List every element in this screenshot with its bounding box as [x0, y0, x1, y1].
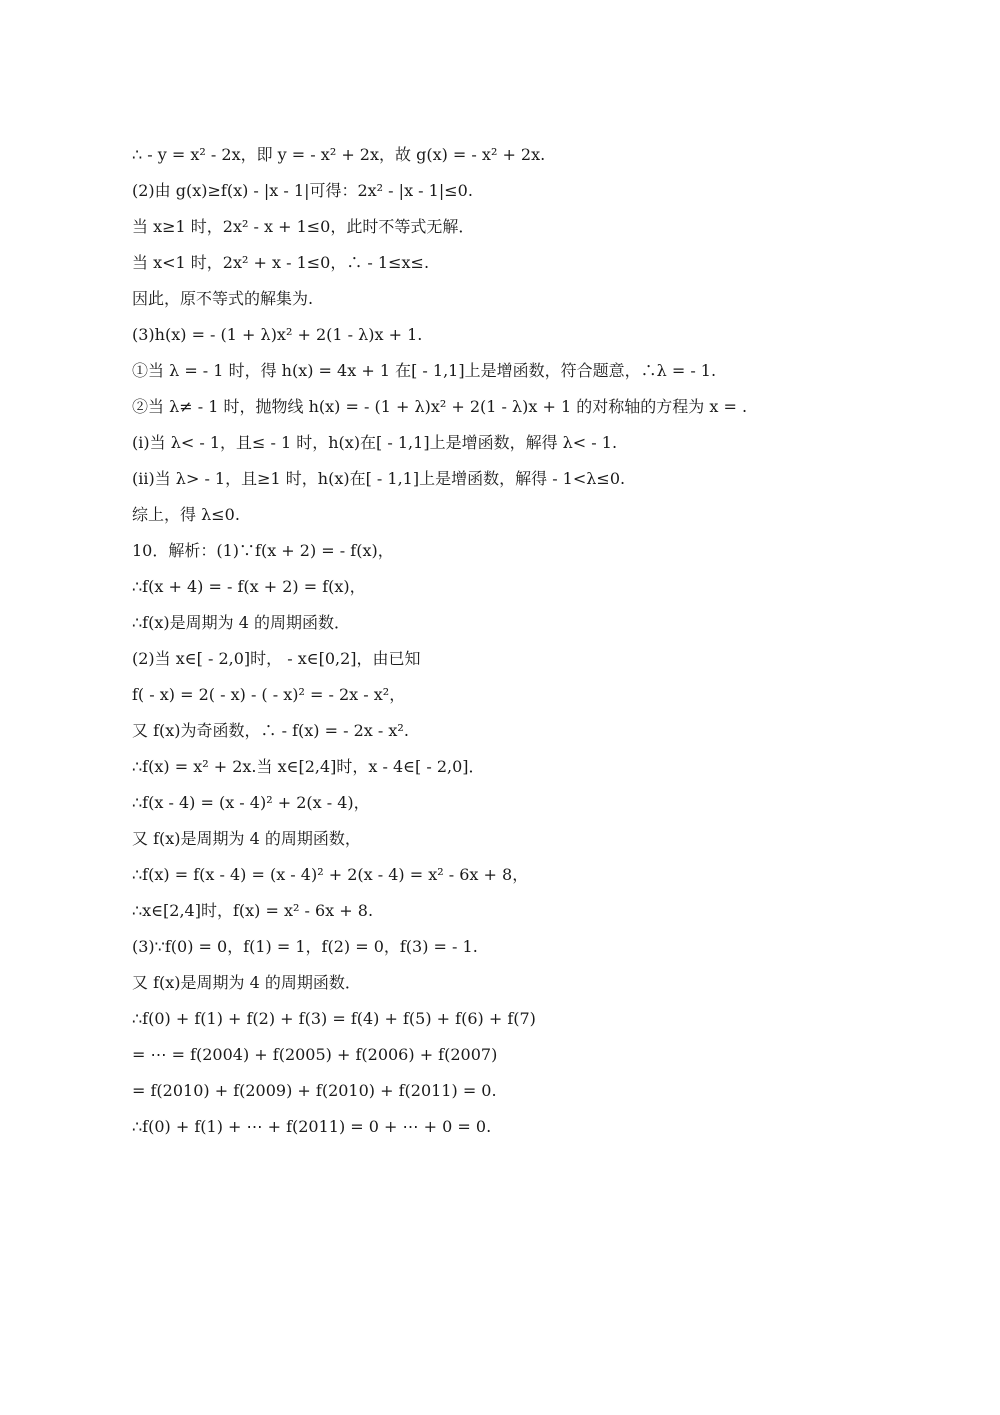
- text-line-12: 10．解析：(1)∵f(x + 2) = - f(x)，: [132, 541, 394, 560]
- text-line-20: 又 f(x)是周期为 4 的周期函数，: [132, 829, 361, 848]
- text-line-24: 又 f(x)是周期为 4 的周期函数．: [132, 973, 361, 992]
- text-line-7: ①当 λ = - 1 时，得 h(x) = 4x + 1 在[ - 1,1]上是增函数，符合题意，∴λ = - 1.: [132, 361, 717, 380]
- text-line-10: (ⅱ)当 λ> - 1，且≥1 时，h(x)在[ - 1,1]上是增函数，解得 - 1<λ≤0.: [132, 469, 626, 488]
- text-line-19: ∴f(x - 4) = (x - 4)² + 2(x - 4)，: [132, 793, 370, 812]
- text-line-2: (2)由 g(x)≥f(x) - |x - 1|可得：2x² - |x - 1|≤0.: [132, 181, 473, 200]
- text-line-21: ∴f(x) = f(x - 4) = (x - 4)² + 2(x - 4) = x² - 6x + 8，: [132, 865, 529, 884]
- text-line-5: 因此，原不等式的解集为.: [132, 289, 314, 308]
- text-line-9: (ⅰ)当 λ< - 1，且≤ - 1 时，h(x)在[ - 1,1]上是增函数，解得 λ< - 1.: [132, 433, 618, 452]
- text-line-18: ∴f(x) = x² + 2x.当 x∈[2,4]时，x - 4∈[ - 2,0]．: [132, 757, 485, 776]
- text-line-14: ∴f(x)是周期为 4 的周期函数．: [132, 613, 350, 632]
- text-line-17: 又 f(x)为奇函数，∴ - f(x) = - 2x - x².: [132, 721, 409, 740]
- text-line-16: f( - x) = 2( - x) - ( - x)² = - 2x - x²，: [132, 685, 406, 704]
- text-line-4: 当 x<1 时，2x² + x - 1≤0，∴ - 1≤x≤.: [132, 253, 430, 272]
- text-line-8: ②当 λ≠ - 1 时，抛物线 h(x) = - (1 + λ)x² + 2(1 - λ)x + 1 的对称轴的方程为 x = .: [132, 397, 748, 416]
- text-line-28: ∴f(0) + f(1) + ⋯ + f(2011) = 0 + ⋯ + 0 = 0.: [132, 1117, 492, 1136]
- text-line-25: ∴f(0) + f(1) + f(2) + f(3) = f(4) + f(5) + f(6) + f(7): [132, 1009, 536, 1028]
- text-line-11: 综上，得 λ≤0.: [132, 505, 240, 524]
- text-line-3: 当 x≥1 时，2x² - x + 1≤0，此时不等式无解．: [132, 217, 475, 236]
- text-line-26: = ⋯ = f(2004) + f(2005) + f(2006) + f(2007): [132, 1045, 498, 1064]
- text-line-1: ∴ - y = x² - 2x，即 y = - x² + 2x，故 g(x) = - x² + 2x.: [132, 145, 546, 164]
- text-line-13: ∴f(x + 4) = - f(x + 2) = f(x)，: [132, 577, 366, 596]
- text-line-23: (3)∵f(0) = 0，f(1) = 1，f(2) = 0，f(3) = - 1.: [132, 937, 478, 956]
- text-line-22: ∴x∈[2,4]时，f(x) = x² - 6x + 8.: [132, 901, 374, 920]
- text-line-6: (3)h(x) = - (1 + λ)x² + 2(1 - λ)x + 1.: [132, 325, 423, 344]
- text-line-27: = f(2010) + f(2009) + f(2010) + f(2011) = 0.: [132, 1081, 497, 1100]
- text-line-15: (2)当 x∈[ - 2,0]时， - x∈[0,2]，由已知: [132, 649, 421, 668]
